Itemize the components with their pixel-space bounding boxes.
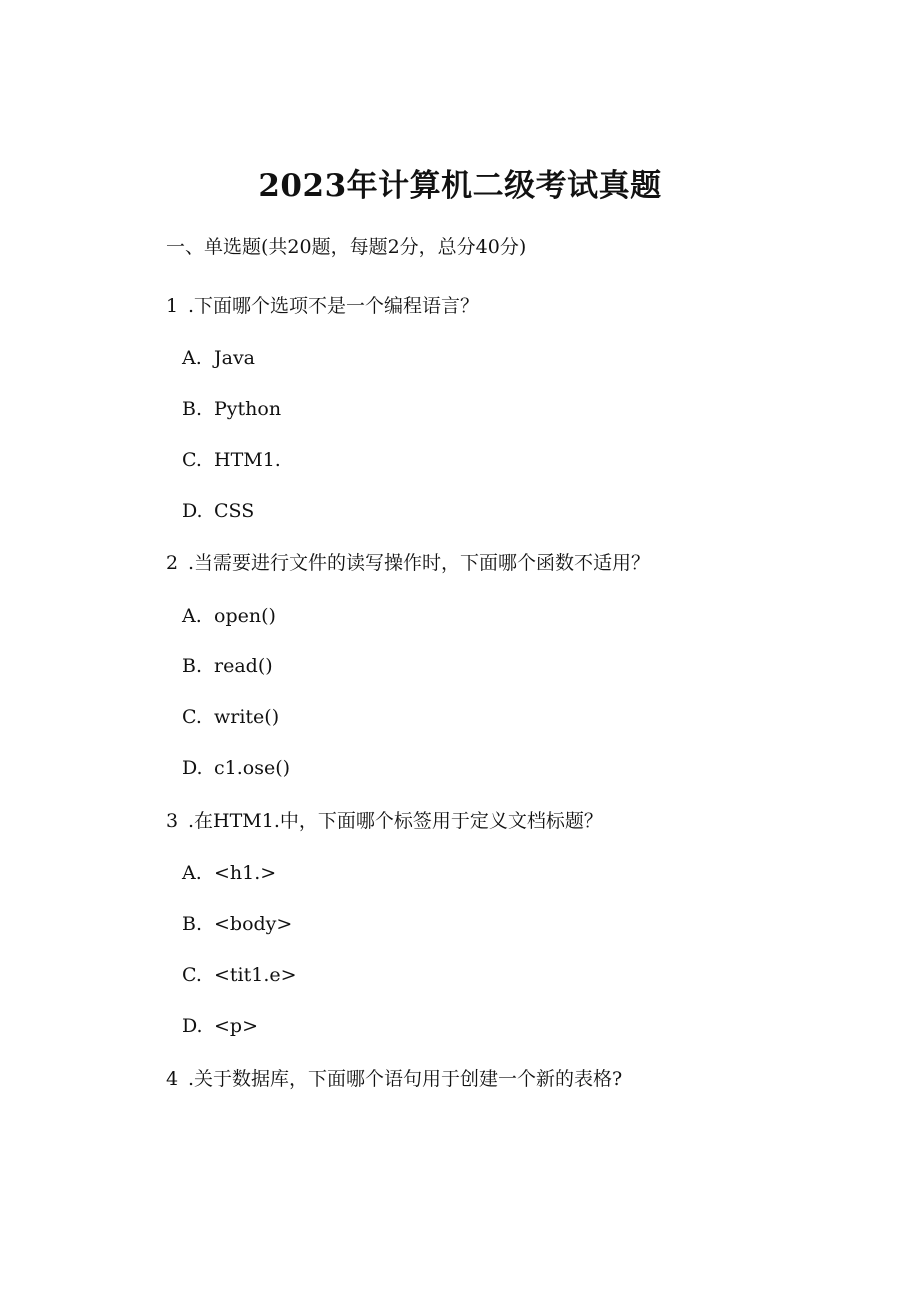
question-number: 2: [166, 552, 179, 574]
option-letter: C.: [182, 449, 202, 471]
option-letter: D.: [182, 500, 203, 522]
question-number: 3: [166, 810, 179, 832]
document-title: 2023年计算机二级考试真题: [258, 168, 662, 204]
question-2: [166, 546, 650, 580]
option-text: c1.ose(): [214, 757, 291, 779]
option-text: <h1.>: [214, 862, 277, 884]
option-text: CSS: [214, 500, 255, 522]
option-letter: D.: [182, 1015, 203, 1037]
question-1-option-d: [182, 494, 254, 528]
option-text: <body>: [214, 913, 293, 935]
question-3-option-a: [182, 856, 276, 890]
option-letter: A.: [182, 605, 202, 627]
question-1-option-b: [182, 392, 281, 426]
question-text: .下面哪个选项不是一个编程语言？: [188, 295, 480, 317]
question-2-option-c: [182, 700, 279, 734]
question-3: [166, 804, 603, 838]
question-text: .当需要进行文件的读写操作时，下面哪个函数不适用？: [188, 552, 651, 574]
option-text: <tit1.e>: [214, 964, 297, 986]
option-letter: C.: [182, 706, 202, 728]
question-number: 4: [166, 1068, 179, 1090]
option-text: Java: [214, 347, 256, 369]
question-2-option-d: [182, 751, 290, 785]
option-text: HTM1.: [214, 449, 281, 471]
option-letter: A.: [182, 347, 202, 369]
option-text: <p>: [214, 1015, 259, 1037]
option-text: open(): [214, 605, 276, 627]
question-3-option-d: [182, 1009, 258, 1043]
question-text: .关于数据库，下面哪个语句用于创建一个新的表格?: [188, 1068, 623, 1090]
question-4: [166, 1062, 622, 1096]
option-letter: C.: [182, 964, 202, 986]
question-1-option-c: [182, 443, 281, 477]
question-1: [166, 289, 479, 323]
option-text: write(): [214, 706, 280, 728]
option-letter: D.: [182, 757, 203, 779]
question-1-option-a: [182, 341, 255, 375]
question-text: .在HTM1.中，下面哪个标签用于定义文档标题？: [188, 810, 603, 832]
question-3-option-c: [182, 958, 297, 992]
option-letter: B.: [182, 913, 203, 935]
question-number: 1: [166, 295, 179, 317]
option-letter: B.: [182, 655, 203, 677]
option-letter: A.: [182, 862, 202, 884]
section-heading: 一、单选题(共20题，每题2分，总分40分): [166, 236, 527, 258]
question-2-option-a: [182, 599, 276, 633]
option-text: Python: [214, 398, 282, 420]
question-3-option-b: [182, 907, 292, 941]
question-2-option-b: [182, 649, 273, 683]
option-text: read(): [214, 655, 273, 677]
option-letter: B.: [182, 398, 203, 420]
